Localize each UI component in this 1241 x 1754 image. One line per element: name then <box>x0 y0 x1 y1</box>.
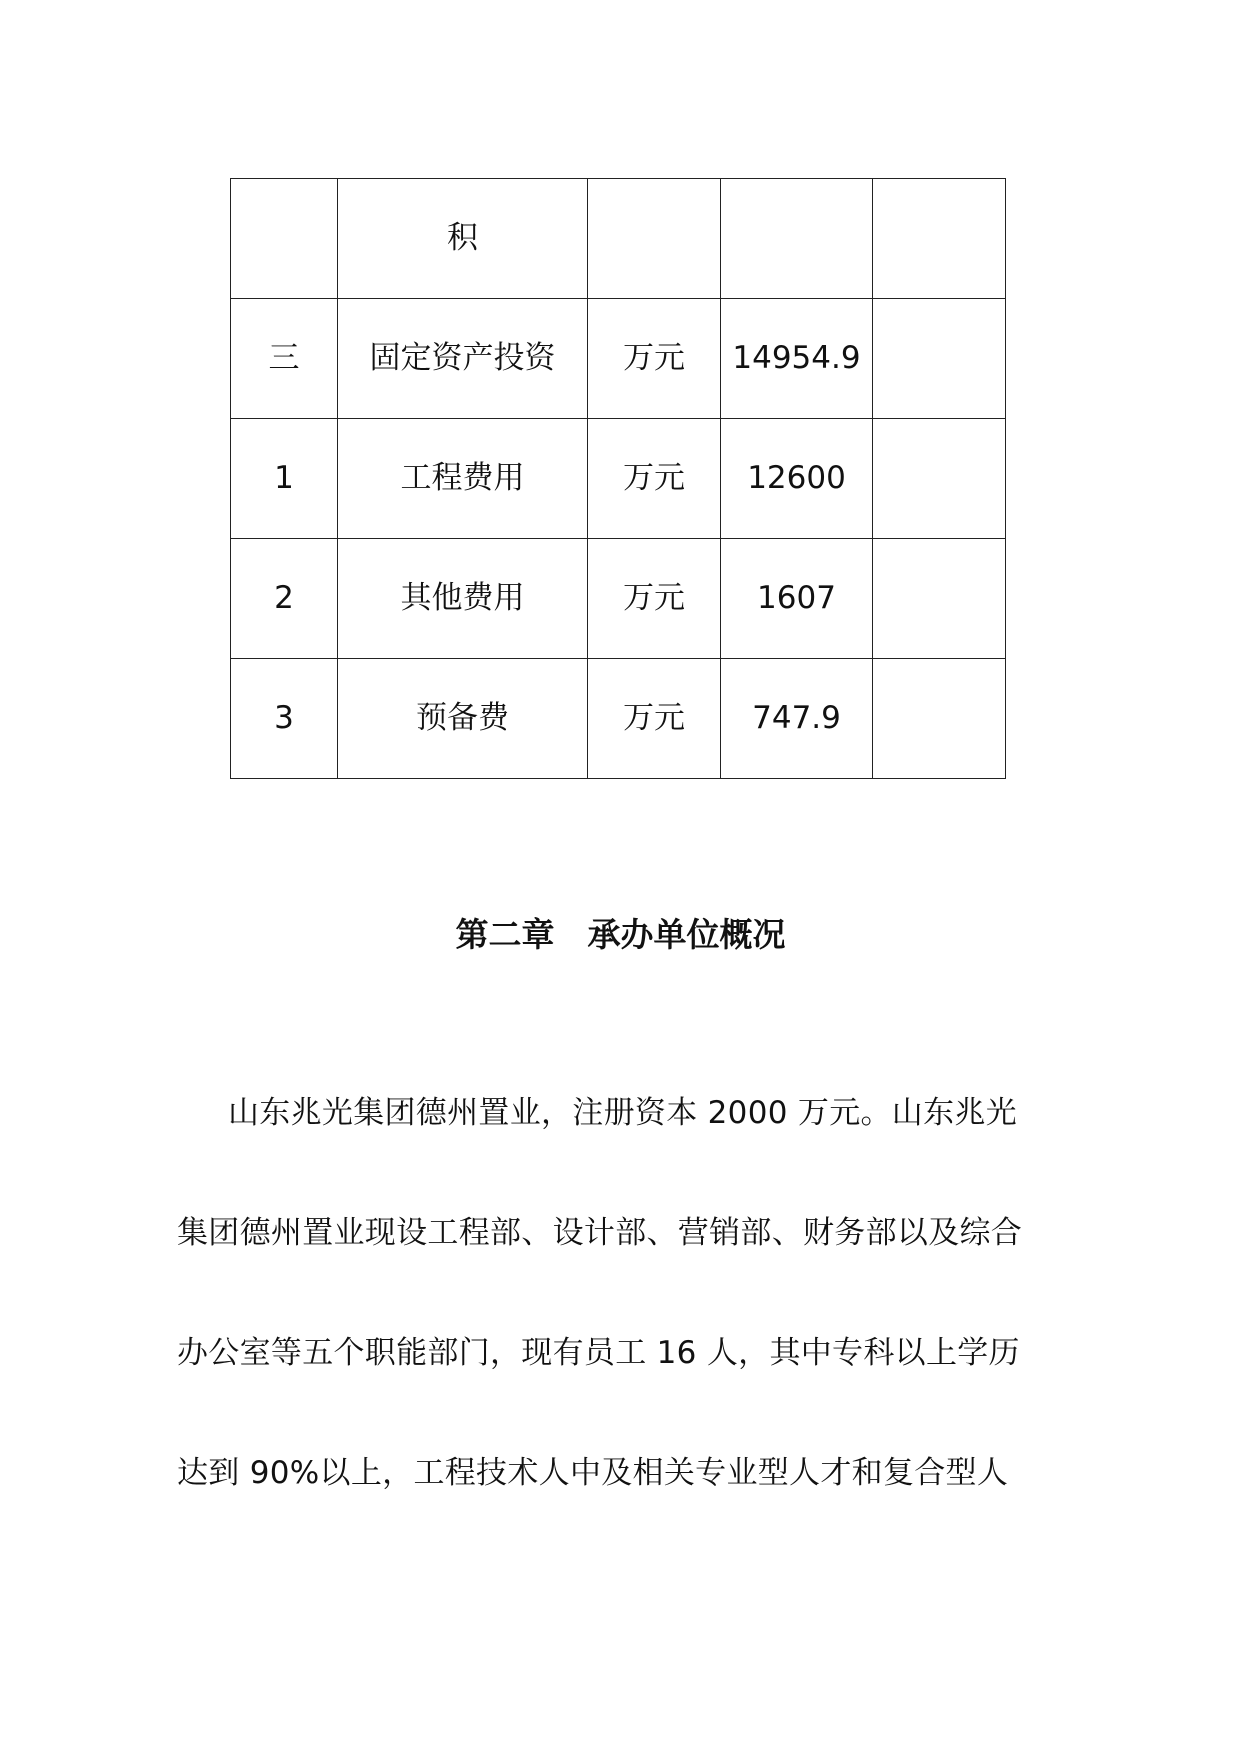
table-cell-index: 3 <box>231 659 338 779</box>
chapter-heading: 第二章 承办单位概况 <box>455 915 786 954</box>
table-cell-unit: 万元 <box>588 659 721 779</box>
table-cell-note <box>873 299 1006 419</box>
paragraph-line: 集团德州置业现设工程部、设计部、营销部、财务部以及综合 <box>177 1215 1023 1251</box>
table-cell-index <box>231 179 338 299</box>
table-cell-item: 其他费用 <box>338 539 588 659</box>
table-cell-item: 预备费 <box>338 659 588 779</box>
table-cell-amount: 14954.9 <box>721 299 873 419</box>
table-cell-note <box>873 419 1006 539</box>
paragraph-line: 达到 90%以上，工程技术人中及相关专业型人才和复合型人 <box>177 1455 1009 1491</box>
table-cell-note <box>873 659 1006 779</box>
table-cell-unit: 万元 <box>588 419 721 539</box>
table-cell-unit <box>588 179 721 299</box>
table-cell-index: 1 <box>231 419 338 539</box>
table-cell-note <box>873 539 1006 659</box>
table-cell-note <box>873 179 1006 299</box>
table-row <box>231 179 1006 299</box>
table-cell-unit: 万元 <box>588 299 721 419</box>
table-row <box>231 659 1006 779</box>
table-cell-amount <box>721 179 873 299</box>
table-cell-item: 固定资产投资 <box>338 299 588 419</box>
table-cell-amount: 747.9 <box>721 659 873 779</box>
table-row <box>231 419 1006 539</box>
table-cell-item: 积 <box>338 179 588 299</box>
table-cell-amount: 1607 <box>721 539 873 659</box>
investment-table <box>230 178 1006 779</box>
table-cell-unit: 万元 <box>588 539 721 659</box>
table-cell-index: 三 <box>231 299 338 419</box>
paragraph-line: 山东兆光集团德州置业，注册资本 2000 万元。山东兆光 <box>228 1095 1017 1131</box>
paragraph-line: 办公室等五个职能部门，现有员工 16 人，其中专科以上学历 <box>177 1335 1020 1371</box>
table-cell-amount: 12600 <box>721 419 873 539</box>
table-row <box>231 539 1006 659</box>
table-cell-index: 2 <box>231 539 338 659</box>
table-row <box>231 299 1006 419</box>
table-cell-item: 工程费用 <box>338 419 588 539</box>
